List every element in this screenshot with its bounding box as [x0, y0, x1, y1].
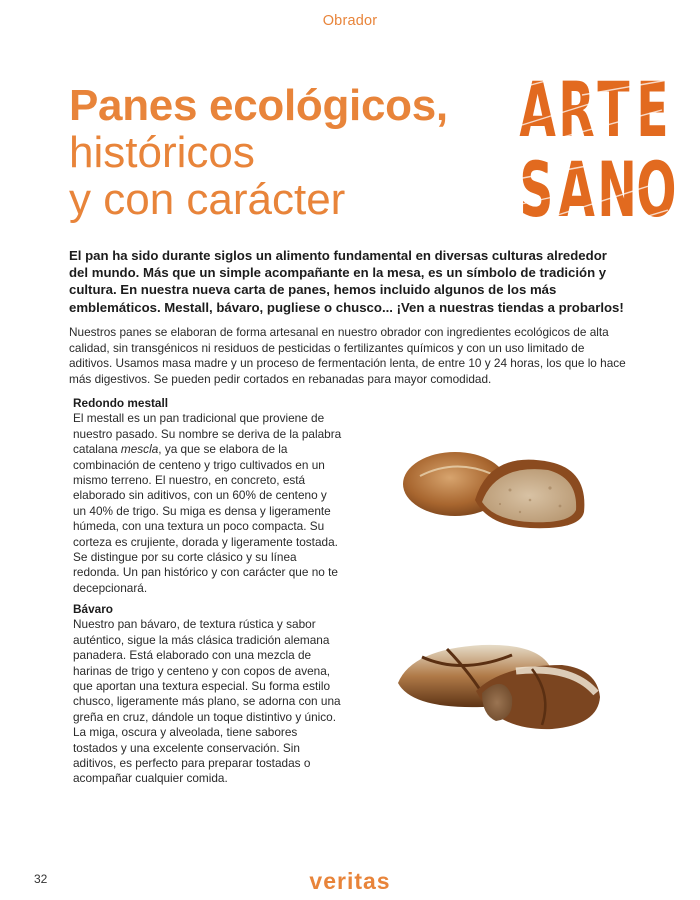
section-label: Obrador: [322, 13, 378, 29]
stamp-letter: R: [558, 65, 595, 154]
page-title: [69, 82, 448, 224]
title-line-2: históricos: [69, 128, 255, 177]
stamp-letter: S: [519, 145, 554, 234]
product-bavaro: [73, 602, 343, 787]
stamp-row-1: [512, 65, 669, 154]
title-line-3: y con carácter: [69, 175, 346, 224]
stamp-row-2: [512, 145, 677, 234]
product-description: Nuestro pan bávaro, de textura rústica y sabor auténtico, sigue la más clásica tradición alemana panadera. Está elaborado con una mezcla de harinas de trigo y centeno y con copos de avena, que aportan una textura especial. Su forma estilo chusco, ligeramente más plano, se adorna con una greña en cruz, dándole un toque distintivo y único. La miga, oscura y alveolada, tiene sabores tostados y una excelente conservación. Sin aditivos, es perfecto para preparar tostadas o acompañar cualquier comida.: [73, 617, 341, 786]
artesano-stamp: [512, 65, 677, 240]
stamp-letter: O: [636, 145, 677, 234]
lead-paragraph: El pan ha sido durante siglos un alimento fundamental en diversas culturas alrededor del mundo. Más que un simple acompañante en la mesa, es un símbolo de tradición y cultura. En nuestra nueva carta de panes, hemos incluido algunos de los más emblemáticos. Mestall, bávaro, pugliese o chusco... ¡Ven a nuestras tiendas a probarlos!: [69, 248, 624, 315]
stamp-letter: N: [597, 145, 637, 234]
mestall-bread-image: [400, 440, 590, 535]
product-name: Bávaro: [73, 602, 113, 616]
brand-logo: veritas: [309, 868, 391, 890]
stamp-letter: E: [636, 65, 669, 154]
title-line-1: Panes ecológicos,: [69, 81, 448, 130]
product-description: El mestall es un pan tradicional que proviene de nuestro pasado. Su nombre se deriva de la palabra catalana mescla, ya que se elabora de la combinación de centeno y trigo cultivados en un mismo terreno. El nuestro, en concreto, está elaborado sin aditivos, con un 60% de centeno y un 40% de trigo. Su miga es densa y ligeramente húmeda, con una textura un poco compacta. Su corteza es crujiente, dorada y ligeramente tostada. Se distingue por su corte clásico y su línea redonda. Un pan histórico y con carácter que no te decepcionará.: [73, 411, 342, 595]
intro-paragraph: Nuestros panes se elaboran de forma artesanal en nuestro obrador con ingredientes ecológicos de alta calidad, sin transgénicos ni residuos de pesticidas o fertilizantes químicos y con un uso limitado de aditivos. Usamos masa madre y un proceso de fermentación lenta, de entre 10 y 24 horas, los que lo hace más digestivos. Se pueden pedir cortados en rebanadas para mayor comodidad.: [69, 325, 626, 386]
product-redondo-mestall: [73, 396, 343, 596]
page-number: 32: [34, 872, 48, 886]
stamp-letter: A: [519, 65, 556, 154]
product-name: Redondo mestall: [73, 396, 169, 410]
stamp-letter: A: [558, 145, 595, 234]
stamp-letter: T: [597, 65, 630, 154]
bavaro-bread-image: [392, 635, 604, 735]
